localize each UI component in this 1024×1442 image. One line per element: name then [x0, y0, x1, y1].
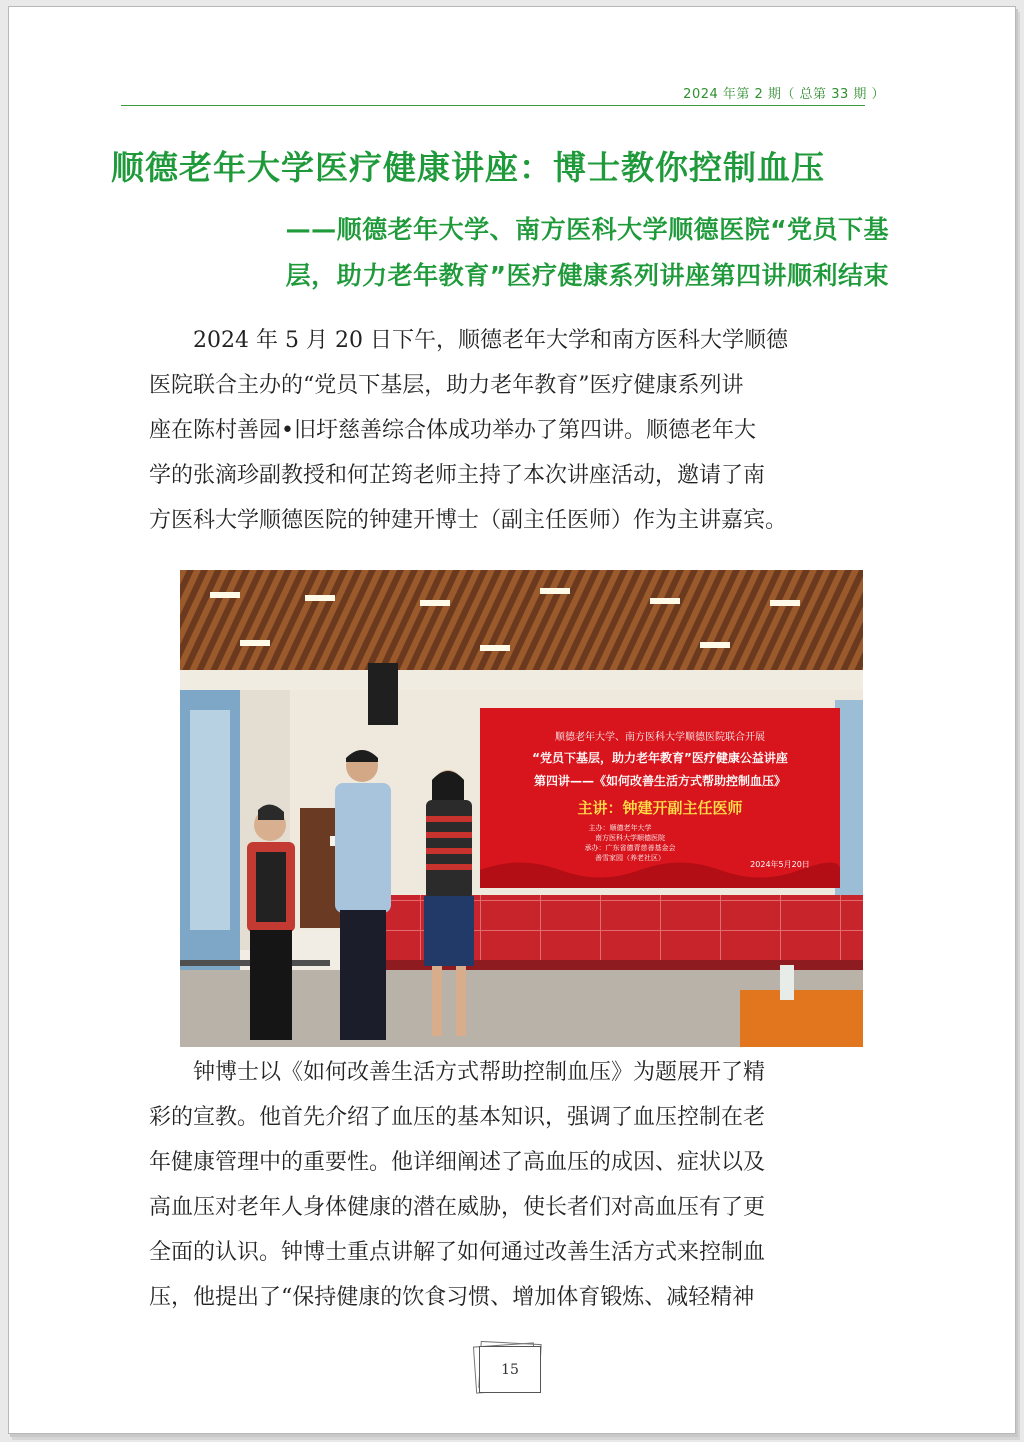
- paragraph-line: 学的张滴珍副教授和何芷筠老师主持了本次讲座活动，邀请了南: [149, 463, 766, 488]
- screen-line: 第四讲——《如何改善生活方式帮助控制血压》: [533, 774, 787, 788]
- article-subtitle: [149, 207, 889, 299]
- screen-line: “党员下基层，助力老年教育”医疗健康公益讲座: [532, 751, 788, 765]
- paragraph-line: 全面的认识。钟博士重点讲解了如何通过改善生活方式来控制血: [149, 1240, 766, 1265]
- document-page: [8, 6, 1016, 1434]
- screen-line: 主讲：钟建开副主任医师: [577, 799, 743, 817]
- event-photo: [180, 570, 863, 1047]
- paragraph-line: 彩的宣教。他首先介绍了血压的基本知识，强调了血压控制在老: [149, 1105, 766, 1130]
- paragraph-line: 高血压对老年人身体健康的潜在威胁，使长者们对高血压有了更: [149, 1195, 766, 1220]
- paragraph-2: [149, 1050, 894, 1320]
- subtitle-line: ——顺德老年大学、南方医科大学顺德医院“党员下基: [285, 215, 889, 244]
- paragraph-line: 医院联合主办的“党员下基层，助力老年教育”医疗健康系列讲: [149, 373, 744, 398]
- page-number: 15: [479, 1346, 541, 1393]
- paragraph-line: 压，他提出了“保持健康的饮食习惯、增加体育锻炼、减轻精神: [149, 1285, 755, 1310]
- screen-small: 南方医科大学顺德医院: [595, 834, 665, 842]
- paragraph-line: 2024 年 5 月 20 日下午，顺德老年大学和南方医科大学顺德: [193, 328, 788, 353]
- paragraph-line: 座在陈村善园•旧圩慈善综合体成功举办了第四讲。顺德老年大: [149, 418, 756, 443]
- screen-small: 主办：顺德老年大学: [588, 824, 652, 832]
- header-rule: [121, 105, 865, 106]
- article-title: 顺德老年大学医疗健康讲座：博士教你控制血压: [111, 148, 825, 187]
- paragraph-line: 方医科大学顺德医院的钟建开博士（副主任医师）作为主讲嘉宾。: [149, 508, 788, 533]
- screen-small: 善雪家园（养老社区）: [595, 854, 665, 862]
- paragraph-line: 年健康管理中的重要性。他详细阐述了高血压的成因、症状以及: [149, 1150, 766, 1175]
- screen-small: 承办：广东省德青慈善基金会: [584, 844, 676, 852]
- subtitle-line: 层，助力老年教育”医疗健康系列讲座第四讲顺利结束: [285, 261, 889, 290]
- paragraph-line: 钟博士以《如何改善生活方式帮助控制血压》为题展开了精: [193, 1060, 766, 1085]
- issue-label: 2024 年第 2 期（ 总第 33 期 ）: [683, 87, 885, 102]
- screen-line: 顺德老年大学、南方医科大学顺德医院联合开展: [555, 732, 765, 743]
- screen-date: 2024年5月20日: [750, 860, 810, 869]
- paragraph-1: [149, 318, 894, 543]
